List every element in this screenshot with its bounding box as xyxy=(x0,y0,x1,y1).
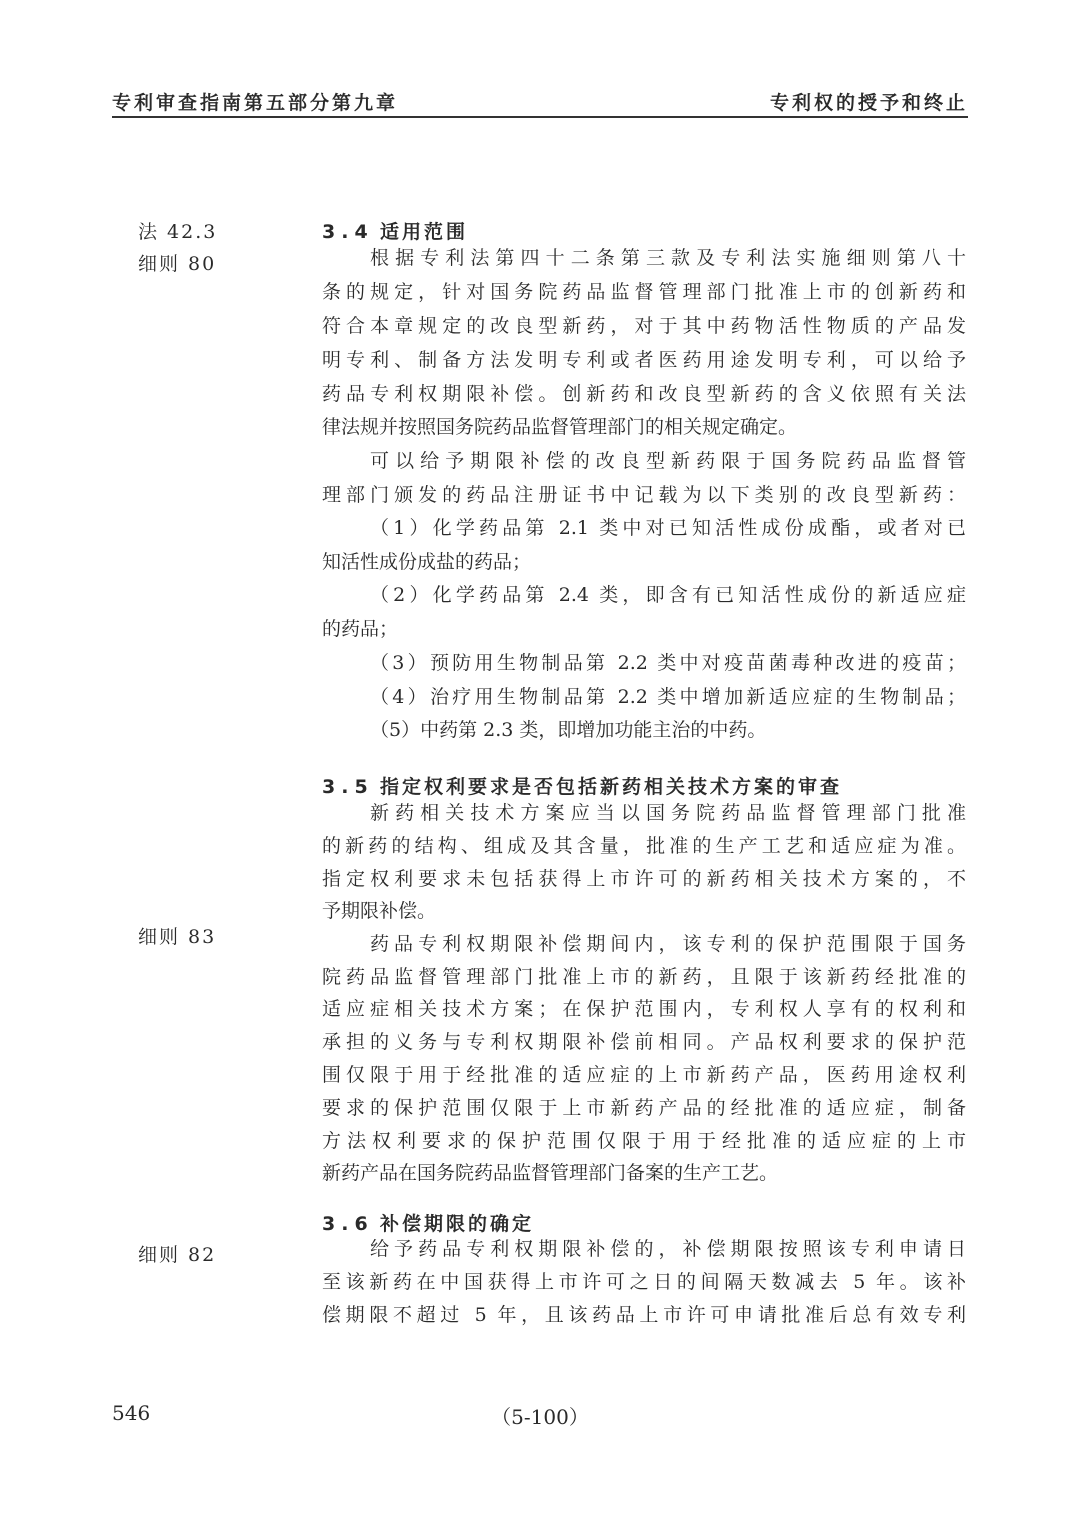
section-heading-3-6 xyxy=(322,1209,534,1236)
section-number: 3.4 xyxy=(322,221,374,243)
list-item-line: （1）化学药品第 2.1 类中对已知活性成份成酯，或者对已 xyxy=(370,517,966,539)
list-item-line: （2）化学药品第 2.4 类，即含有已知活性成份的新适应症 xyxy=(370,584,966,606)
paragraph-line: 院药品监督管理部门批准上市的新药，且限于该新药经批准的 xyxy=(322,966,966,988)
paragraph-line: 要求的保护范围仅限于上市新药产品的经批准的适应症，制备 xyxy=(322,1097,966,1119)
section-title-text: 指定权利要求是否包括新药相关技术方案的审查 xyxy=(380,776,843,798)
list-item-line: （5）中药第 2.3 类，即增加功能主治的中药。 xyxy=(370,719,767,741)
list-item-line: （3）预防用生物制品第 2.2 类中对疫苗菌毒种改进的疫苗； xyxy=(370,652,966,674)
paragraph-line: 方法权利要求的保护范围仅限于用于经批准的适应症的上市 xyxy=(322,1130,966,1152)
paragraph-line: 律法规并按照国务院药品监督管理部门的相关规定确定。 xyxy=(322,416,798,438)
section-heading-3-4 xyxy=(322,217,468,244)
running-header xyxy=(112,88,968,118)
paragraph-line: 给予药品专利权期限补偿的，补偿期限按照该专利申请日 xyxy=(370,1238,966,1260)
paragraph-line: 新药相关技术方案应当以国务院药品监督管理部门批准 xyxy=(370,802,966,824)
paragraph-line: 偿期限不超过 5 年，且该药品上市许可申请批准后总有效专利 xyxy=(322,1304,966,1326)
list-item-line: 的药品； xyxy=(322,618,399,640)
section-title-text: 补偿期限的确定 xyxy=(380,1213,535,1235)
paragraph-line: 可以给予期限补偿的改良型新药限于国务院药品监督管 xyxy=(370,450,966,472)
list-item-line: 知活性成份成盐的药品； xyxy=(322,551,532,573)
header-topic: 专利权的授予和终止 xyxy=(769,92,968,114)
paragraph-line: 理部门颁发的药品注册证书中记载为以下类别的改良型新药： xyxy=(322,484,966,506)
paragraph-line: 条的规定，针对国务院药品监督管理部门批准上市的创新药和 xyxy=(322,281,966,303)
section-title-text: 适用范围 xyxy=(380,221,469,243)
margin-note-rule-80: 细则 80 xyxy=(138,253,217,275)
paragraph-line: 围仅限于用于经批准的适应症的上市新药产品，医药用途权利 xyxy=(322,1064,966,1086)
section-number: 3.6 xyxy=(322,1213,374,1235)
paragraph-line: 符合本章规定的改良型新药，对于其中药物活性物质的产品发 xyxy=(322,315,966,337)
margin-note-rule-82: 细则 82 xyxy=(138,1244,217,1266)
page-number: 546 xyxy=(112,1401,151,1425)
section-page-reference: （5-100） xyxy=(491,1405,589,1429)
list-item-line: （4）治疗用生物制品第 2.2 类中增加新适应症的生物制品； xyxy=(370,686,966,708)
margin-note-rule-83: 细则 83 xyxy=(138,926,217,948)
paragraph-line: 新药产品在国务院药品监督管理部门备案的生产工艺。 xyxy=(322,1162,779,1184)
section-heading-3-5 xyxy=(322,772,842,799)
margin-note-law: 法 42.3 xyxy=(138,221,218,243)
paragraph-line: 的新药的结构、组成及其含量，批准的生产工艺和适应症为准。 xyxy=(322,835,966,857)
paragraph-line: 明专利、制备方法发明专利或者医药用途发明专利，可以给予 xyxy=(322,349,966,371)
paragraph-line: 适应症相关技术方案；在保护范围内，专利权人享有的权利和 xyxy=(322,998,966,1020)
section-number: 3.5 xyxy=(322,776,374,798)
paragraph-line: 药品专利权期限补偿。创新药和改良型新药的含义依照有关法 xyxy=(322,383,966,405)
header-chapter: 专利审查指南第五部分第九章 xyxy=(112,92,399,114)
paragraph-line: 至该新药在中国获得上市许可之日的间隔天数减去 5 年。该补 xyxy=(322,1271,966,1293)
paragraph-line: 药品专利权期限补偿期间内，该专利的保护范围限于国务 xyxy=(370,933,966,955)
paragraph-line: 予期限补偿。 xyxy=(322,900,437,922)
paragraph-line: 根据专利法第四十二条第三款及专利法实施细则第八十 xyxy=(370,247,966,269)
paragraph-line: 指定权利要求未包括获得上市许可的新药相关技术方案的，不 xyxy=(322,868,966,890)
paragraph-line: 承担的义务与专利权期限补偿前相同。产品权利要求的保护范 xyxy=(322,1031,966,1053)
